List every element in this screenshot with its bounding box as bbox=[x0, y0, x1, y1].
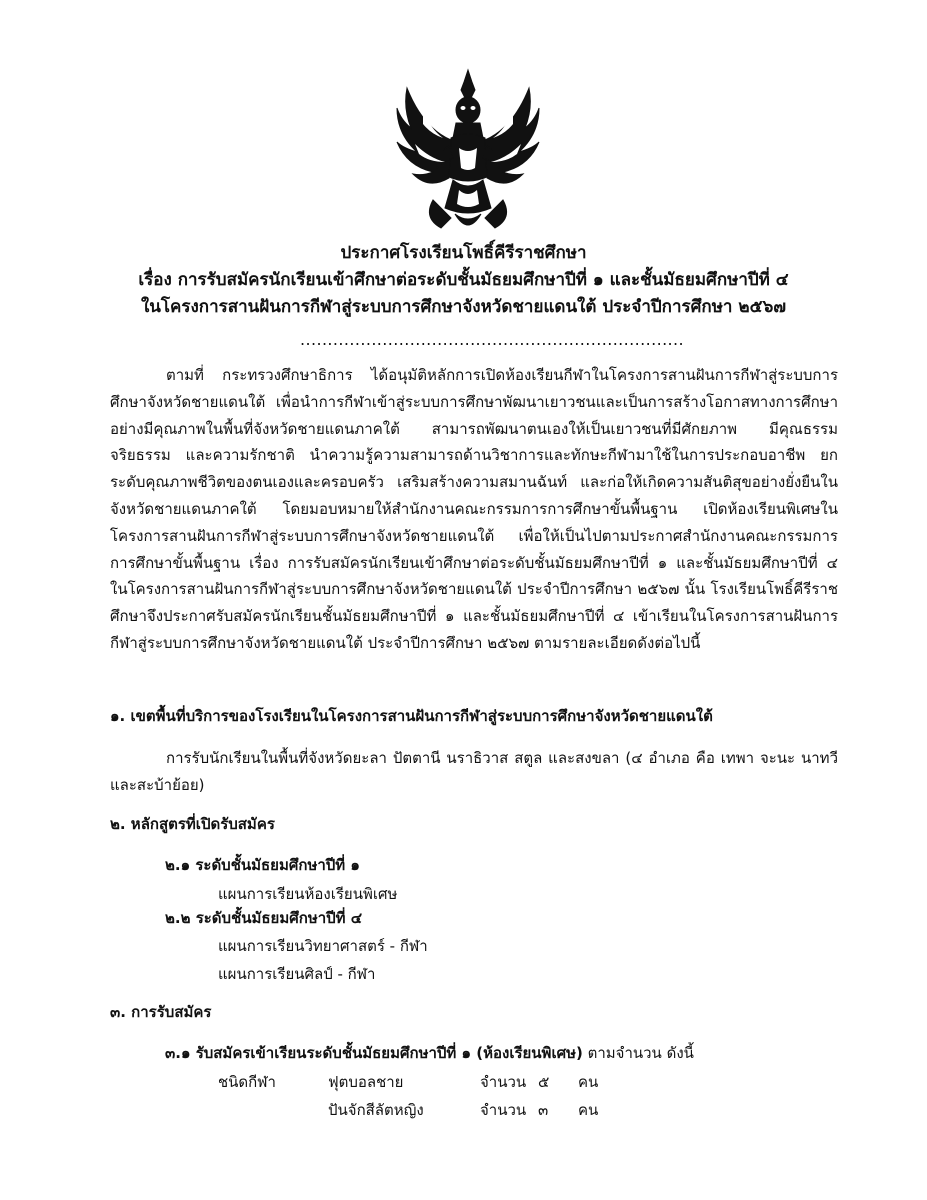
section-1-text: การรับนักเรียนในพื้นที่จังหวัดยะลา ปัตตานี นราธิวาส สตูล และสงขลา (๔ อำเภอ คือ เทพา จะนะ นาทวี และสะบ้าย้อย) bbox=[110, 749, 838, 794]
section-1-heading: ๑. เขตพื้นที่บริการของโรงเรียนในโครงการสานฝันการกีฬาสู่ระบบการศึกษาจังหวัดชายแดนใต้ bbox=[110, 707, 713, 725]
section-3-1-rest: ตามจำนวน ดังนี้ bbox=[582, 1044, 694, 1062]
section-2-2-item-1: แผนการเรียนวิทยาศาสตร์ - กีฬา bbox=[218, 937, 428, 955]
count-value: ๕ bbox=[538, 1073, 550, 1091]
section-2-2-item-2: แผนการเรียนศิลป์ - กีฬา bbox=[218, 965, 376, 983]
title-separator: ...................................................................... bbox=[300, 330, 685, 349]
intro-paragraph: ตามที่ กระทรวงศึกษาธิการ ได้อนุมัติหลักการเปิดห้องเรียนกีฬาในโครงการสานฝันการกีฬาสู่ระบบการศึกษาจังหวัดชายแดนใต้ เพื่อนำการกีฬาเข้าสู่ระบบการศึกษาพัฒนาเยาวชนและเป็นการสร้างโอกาสทางการศึกษาอย่างมีคุณภาพในพื้นที่จังหวัดชายแดนภาคใต้ สามารถพัฒนาตนเองให้เป็นเยาวชนที่มีศักยภาพ มีคุณธรรมจริยธรรม และความรักชาติ นำความรู้ความสามารถด้านวิชาการและทักษะกีฬามาใช้ในการประกอบอาชีพ ยกระดับคุณภาพชีวิตของตนเองและครอบครัว เสริมสร้างความสมานฉันท์ และก่อให้เกิดความสันติสุขอย่างยั่งยืนในจังหวัดชายแดนภาคใต้ โดยมอบหมายให้สำนักงานคณะกรรมการการศึกษาขั้นพื้นฐาน เปิดห้องเรียนพิเศษในโครงการสานฝันการกีฬาสู่ระบบการศึกษาจังหวัดชายแดนใต้ เพื่อให้เป็นไปตามประกาศสำนักงานคณะกรรมการการศึกษาขั้นพื้นฐาน เรื่อง การรับสมัครนักเรียนเข้าศึกษาต่อระดับชั้นมัธยมศึกษาปีที่ ๑ และชั้นมัธยมศึกษาปีที่ ๔ ในโครงการสานฝันการกีฬาสู่ระบบการศึกษาจังหวัดชายแดนใต้ ประจำปีการศึกษา ๒๕๖๗ นั้น โรงเรียนโพธิ์คีรีราชศึกษาจึงประกาศรับสมัครนักเรียนชั้นมัธยมศึกษาปีที่ ๑ และชั้นมัธยมศึกษาปีที่ ๔ เข้าเรียนในโครงการสานฝันการกีฬาสู่ระบบการศึกษาจังหวัดชายแดนใต้ ประจำปีการศึกษา ๒๕๖๗ ตามรายละเอียดดังต่อไปนี้ bbox=[110, 366, 838, 652]
sport-type-label: ชนิดกีฬา bbox=[218, 1073, 276, 1091]
title-line-3: ในโครงการสานฝันการกีฬาสู่ระบบการศึกษาจังหวัดชายแดนใต้ ประจำปีการศึกษา ๒๕๖๗ bbox=[140, 297, 787, 317]
section-3-1-line bbox=[165, 1040, 694, 1066]
sport-name: ปันจักสีลัตหญิง bbox=[328, 1101, 424, 1119]
section-2-1-item: แผนการเรียนห้องเรียนพิเศษ bbox=[218, 885, 398, 903]
title-line-2: เรื่อง การรับสมัครนักเรียนเข้าศึกษาต่อระดับชั้นมัธยมศึกษาปีที่ ๑ และชั้นมัธยมศึกษาปีที่ ๔ bbox=[138, 270, 789, 290]
count-unit: คน bbox=[578, 1101, 599, 1119]
section-3-heading: ๓. การรับสมัคร bbox=[110, 1003, 212, 1021]
count-unit: คน bbox=[578, 1073, 599, 1091]
count-label: จำนวน bbox=[480, 1073, 527, 1091]
title-line-1: ประกาศโรงเรียนโพธิ์คีรีราชศึกษา bbox=[340, 243, 587, 263]
count-value: ๓ bbox=[538, 1101, 549, 1119]
section-2-2-heading: ๒.๒ ระดับชั้นมัธยมศึกษาปีที่ ๔ bbox=[165, 909, 363, 927]
section-3-1-heading: ๓.๑ รับสมัครเข้าเรียนระดับชั้นมัธยมศึกษาปีที่ ๑ (ห้องเรียนพิเศษ) bbox=[165, 1044, 583, 1062]
announcement-title bbox=[60, 240, 867, 321]
section-2-1-heading: ๒.๑ ระดับชั้นมัธยมศึกษาปีที่ ๑ bbox=[165, 856, 360, 874]
section-2-heading: ๒. หลักสูตรที่เปิดรับสมัคร bbox=[110, 815, 275, 833]
count-label: จำนวน bbox=[480, 1101, 527, 1119]
sport-name: ฟุตบอลชาย bbox=[328, 1073, 404, 1091]
garuda-emblem-icon bbox=[393, 68, 543, 236]
